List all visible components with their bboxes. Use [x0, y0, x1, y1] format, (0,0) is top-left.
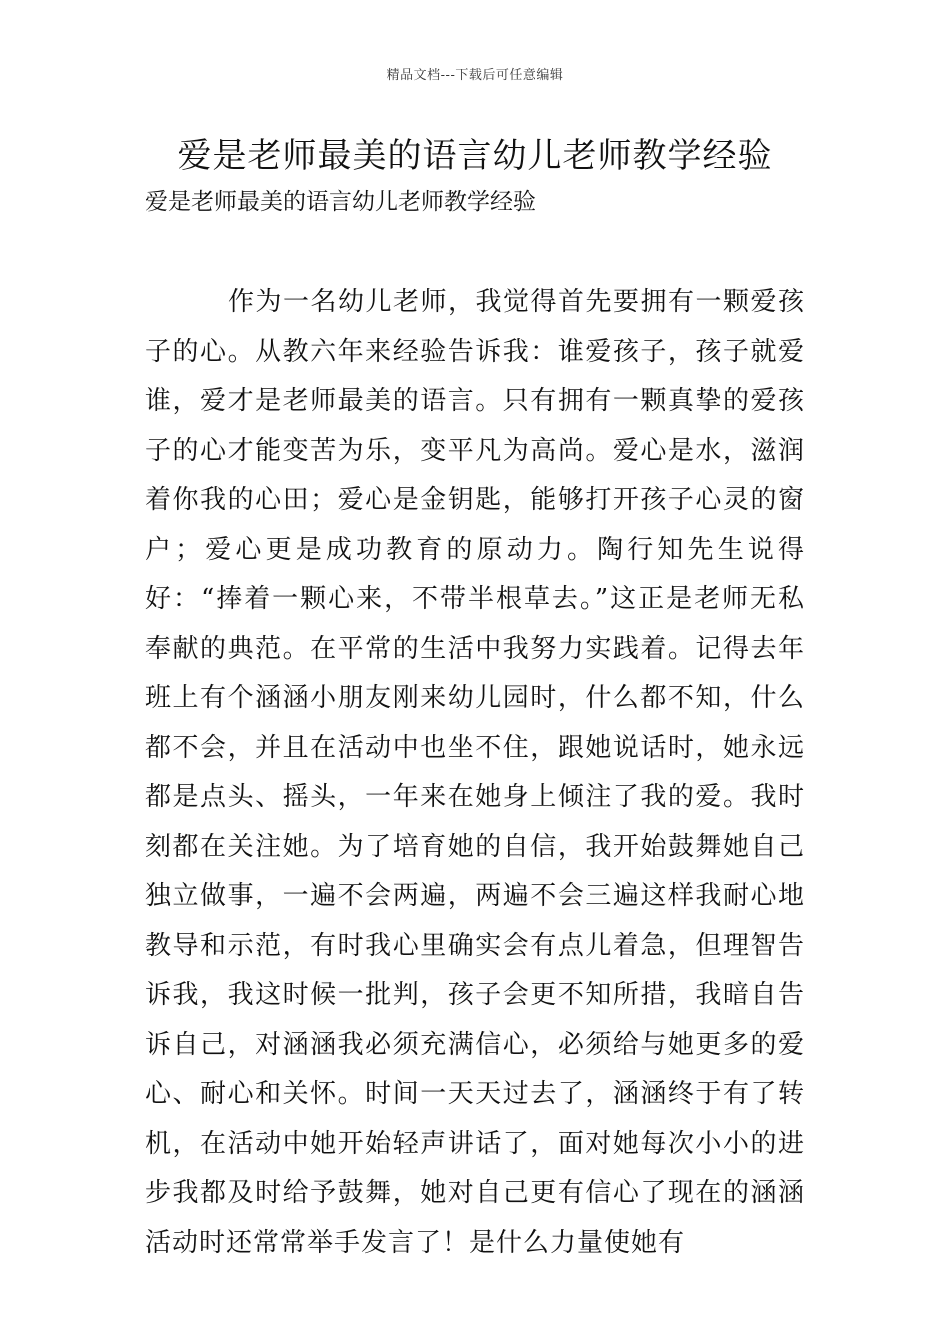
document-subtitle: 爱是老师最美的语言幼儿老师教学经验 — [145, 189, 536, 215]
body-paragraph: 作为一名幼儿老师，我觉得首先要拥有一颗爱孩子的心。从教六年来经验告诉我：谁爱孩子，孩子就爱谁，爱才是老师最美的语言。只有拥有一颗真挚的爱孩子的心才能变苦为乐，变平凡为高尚。爱心是水，滋润着你我的心田；爱心是金钥匙，能够打开孩子心灵的窗户；爱心更是成功教育的原动力。陶行知先生说得好：“捧着一颗心来，不带半根草去。”这正是老师无私奉献的典范。在平常的生活中我努力实践着。记得去年班上有个涵涵小朋友刚来幼儿园时，什么都不知，什么都不会，并且在活动中也坐不住，跟她说话时，她永远都是点头、摇头，一年来在她身上倾注了我的爱。我时刻都在关注她。为了培育她的自信，我开始鼓舞她自己独立做事，一遍不会两遍，两遍不会三遍这样我耐心地教导和示范，有时我心里确实会有点儿着急，但理智告诉我，我这时候一批判，孩子会更不知所措，我暗自告诉自己，对涵涵我必须充满信心，必须给与她更多的爱心、耐心和关怀。时间一天天过去了，涵涵终于有了转机，在活动中她开始轻声讲话了，面对她每次小小的进步我都及时给予鼓舞，她对自己更有信心了现在的涵涵活动时还常常举手发言了！是什么力量使她有 — [145, 287, 805, 1258]
document-title: 爱是老师最美的语言幼儿老师教学经验 — [177, 136, 773, 176]
page-header-note: 精品文档---下载后可任意编辑 — [386, 68, 564, 83]
